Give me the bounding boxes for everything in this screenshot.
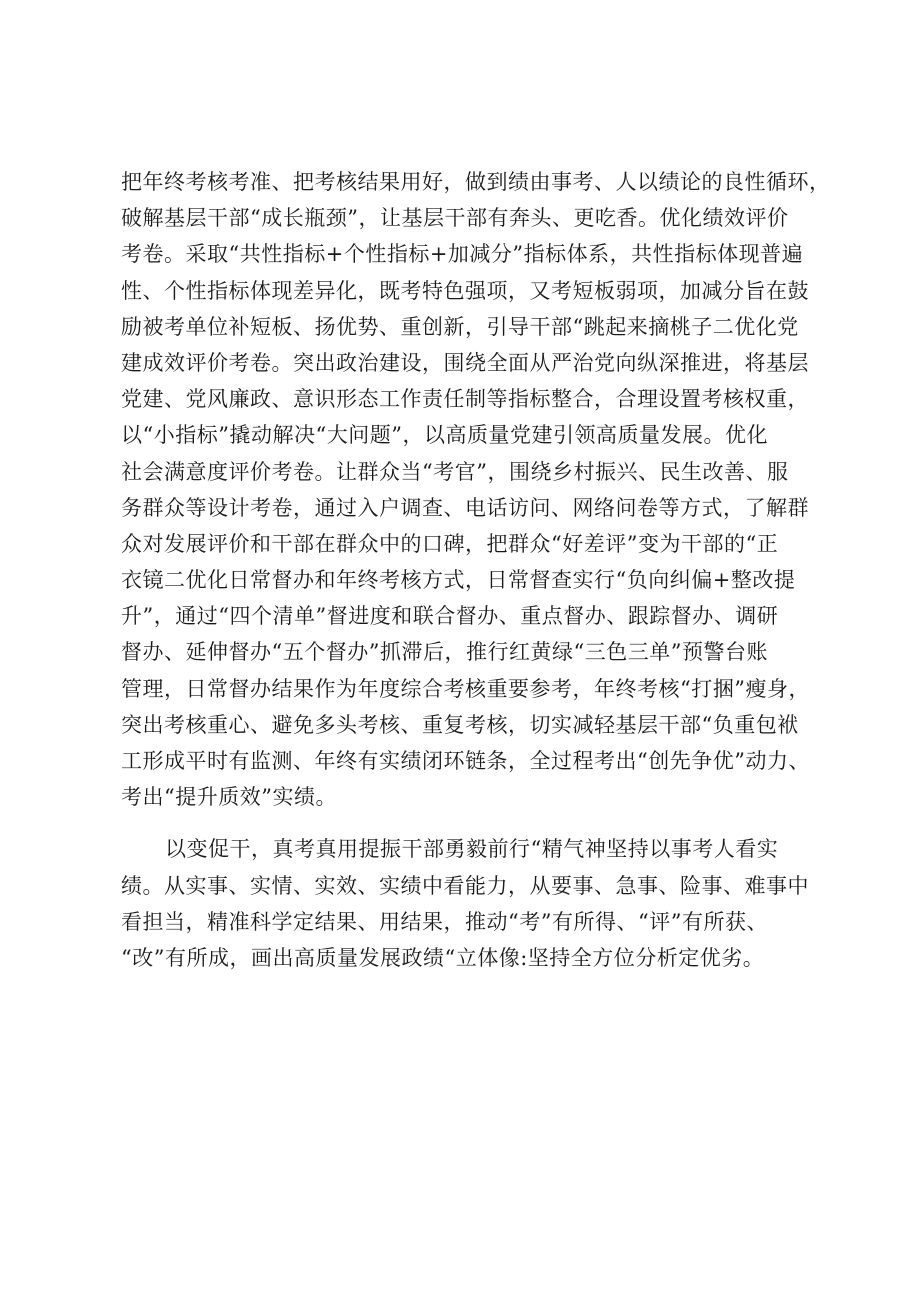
paragraph-line: 社会满意度评价考卷。让群众当“考官”，围绕乡村振兴、民生改善、服	[121, 459, 789, 484]
paragraph-spacer	[121, 815, 811, 831]
paragraph-line: 考出“提升质效”实绩。	[121, 785, 337, 810]
paragraph-line: 工形成平时有监测、年终有实绩闭环链条，全过程考出“创先争优”动力、	[121, 749, 810, 773]
paragraph-line: 众对发展评价和干部在群众中的口碑，把群众“好差评”变为干部的“正	[121, 531, 779, 556]
paragraph-2	[121, 831, 811, 976]
paragraph-line: 督办、延伸督办“五个督办”抓滞后，推行红黄绿“三色三单”预警台账	[121, 640, 768, 665]
paragraph-line: 管理，日常督办结果作为年度综合考核重要参考，年终考核“打捆”瘦身，	[121, 676, 810, 701]
paragraph-line: 衣镜二优化日常督办和年终考核方式，日常督查实行“负向纠偏+整改提	[121, 568, 796, 593]
paragraph-line: 看担当，精准科学定结果、用结果，推动“考”有所得、“评”有所获、	[121, 909, 768, 934]
paragraph-line: 以变促干，真考真用提振干部勇毅前行“精气神坚持以事考人看实	[165, 837, 779, 862]
paragraph-line: 建成效评价考卷。突出政治建设，围绕全面从严治党向纵深推进，将基层	[121, 350, 809, 375]
paragraph-line: 突出考核重心、避免多头考核、重复考核，切实减轻基层干部“负重包袱	[121, 712, 799, 737]
paragraph-line: 性、个性指标体现差异化，既考特色强项，又考短板弱项，加减分旨在鼓	[121, 278, 809, 303]
paragraph-line: 破解基层干部“成长瓶颈”，让基层干部有奔头、更吃香。优化绩效评价	[121, 206, 789, 231]
paragraph-line: 励被考单位补短板、扬优势、重创新，引导干部“跳起来摘桃子二优化党	[121, 314, 799, 339]
paragraph-line: 务群众等设计考卷，通过入户调查、电话访问、网络问卷等方式，了解群	[121, 495, 809, 520]
document-body	[121, 164, 831, 976]
paragraph-line: “改”有所成，画出高质量发展政绩“立体像:坚持全方位分析定优劣。	[121, 945, 765, 970]
paragraph-line: 升”，通过“四个清单”督进度和联合督办、重点督办、跟踪督办、调研	[121, 604, 779, 629]
paragraph-line: 以“小指标”撬动解决“大问题”，以高质量党建引领高质量发展。优化	[121, 423, 768, 448]
paragraph-line: 党建、党风廉政、意识形态工作责任制等指标整合，合理设置考核权重，	[121, 387, 809, 412]
paragraph-line: 考卷。采取“共性指标+个性指标+加减分”指标体系，共性指标体现普遍	[121, 242, 804, 267]
paragraph-line: 把年终考核考准、把考核结果用好，做到绩由事考、人以绩论的良性循环，	[121, 170, 831, 194]
paragraph-line: 绩。从实事、实情、实效、实绩中看能力，从要事、急事、险事、难事中	[121, 873, 809, 898]
paragraph-1	[121, 164, 831, 815]
